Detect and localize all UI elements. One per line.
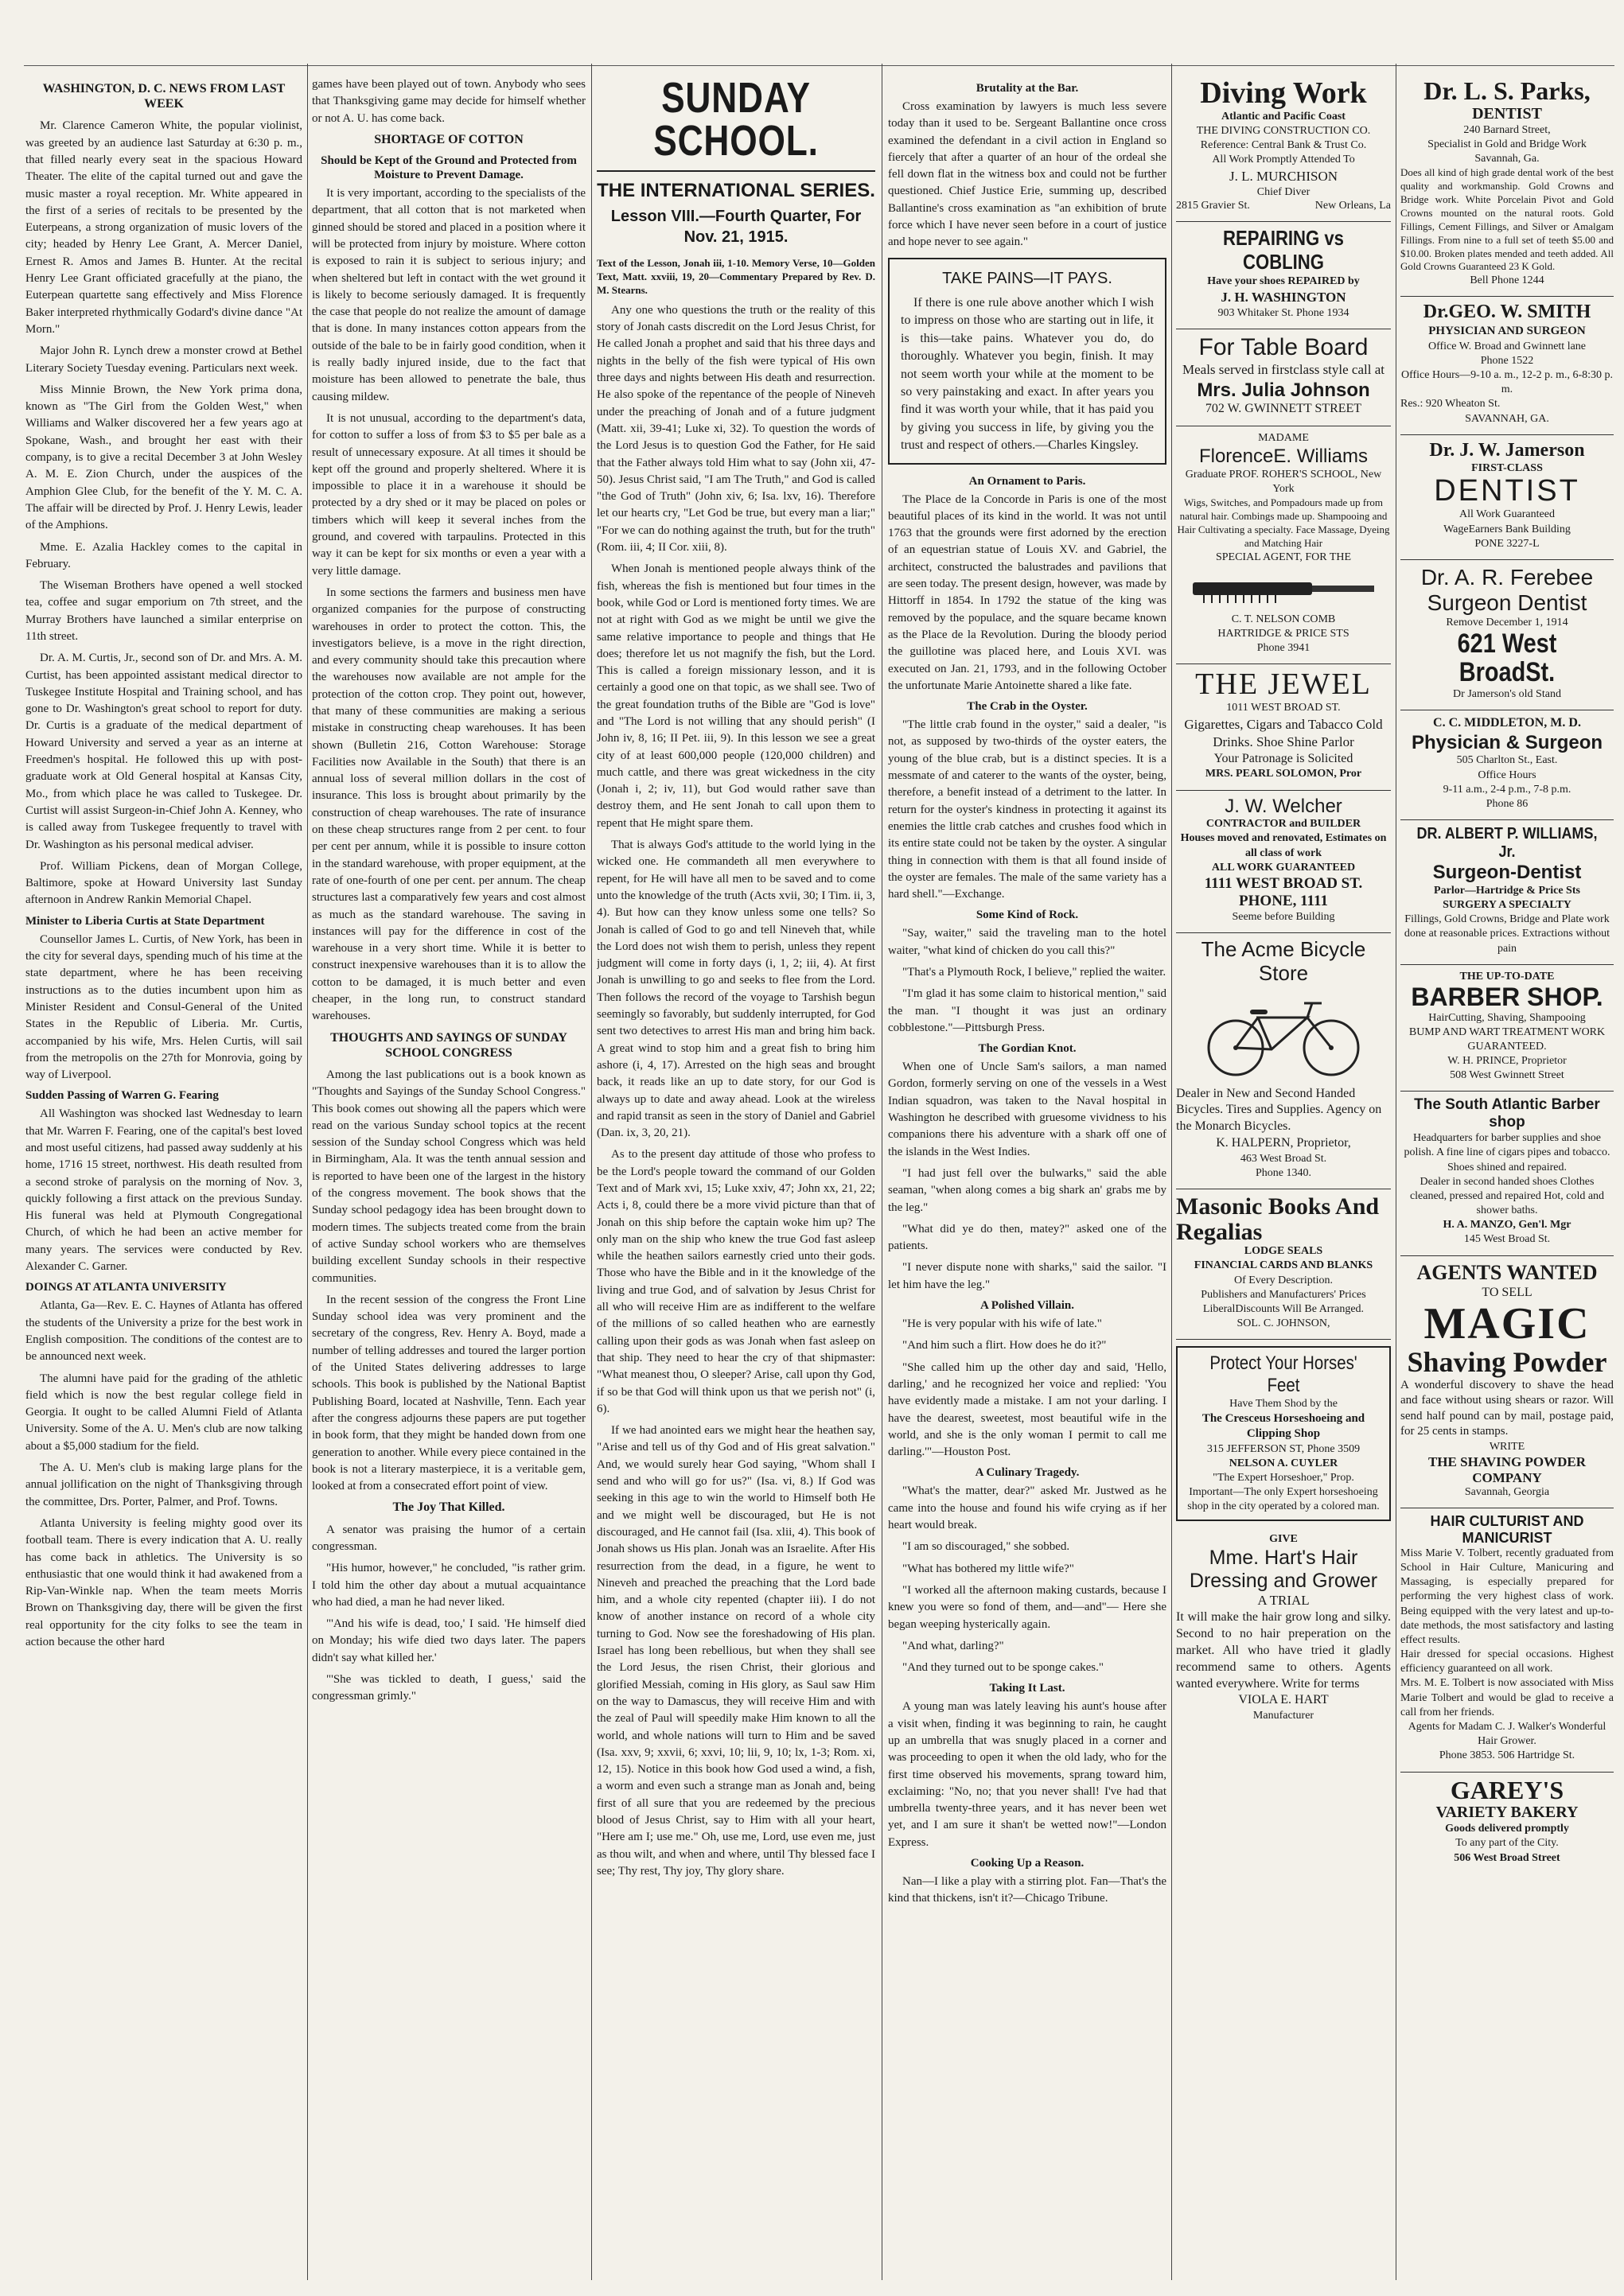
ad-text: Res.: 920 Wheaton St. [1400,398,1501,411]
ad-text: Surgeon-Dentist [1432,862,1582,884]
ad-headline: The Acme Bicycle Store [1201,936,1366,985]
ad-text: All Work Guaranteed [1459,508,1555,521]
ad-horseshoeing [1176,1346,1391,1520]
ad-gareys-bakery [1400,1773,1614,1874]
article-title: WASHINGTON, D. C. NEWS FROM LAST WEEK [42,82,286,111]
ad-acme-bicycle [1176,933,1391,1189]
paragraph: When one of Uncle Sam's sailors, a man named Gordon, formerly serving on one of the vessels in a West Indian squadron, was taken to the Naval hospital in Washington he described with gruesome vividness to his companions there his adventure with a shark off one of the islands in the West Indies. [888,1060,1166,1158]
ad-headline: For Table Board [1198,333,1369,360]
ad-dr-ferebee [1400,560,1614,710]
article-subtitle: Should be Kept of the Ground and Protected from Moisture to Prevent Damage. [321,154,577,182]
ad-text: Chief Diver [1256,185,1310,198]
ad-text: Savannah, Ga. [1474,152,1540,165]
ad-text: Office Hours—9-10 a. m., 12-2 p. m., 6-8:30 p. m. [1400,368,1614,396]
paragraph: Among the last publications out is a book known as "Thoughts and Sayings of the Sunday School Congress." This book comes out showing all the papers which were read on the various Sunday school topics at the recent session of the Sunday school Congress which was held in Birmingham, Ala. It was the tenth annual session and is reported to have been one of the largest in the history of the congress movement. The book shows that the Sunday school pedagogy idea has been brought down to modern times. The subjects treated come from the brain of active Sunday school workers who are themselves building excellent Sunday schools in their respective communities. [312,1068,586,1285]
ad-text: Mrs. Julia Johnson [1197,379,1370,401]
ad-text: Parlor—Hartridge & Price Sts [1434,884,1580,897]
ad-headline: Protect Your Horses' Feet [1209,1352,1357,1396]
ad-south-atlantic-barber [1400,1092,1614,1255]
ad-hair-williams [1176,426,1391,664]
ad-text: Dealer in New and Second Handed Bicycles. Tires and Supplies. Agency on the Monarch Bicycles. [1176,1086,1382,1134]
article-title: Sudden Passing of Warren G. Fearing [25,1089,219,1103]
paragraph: As to the present day attitude of those who profess to be the Lord's people toward the command of our Golden Text and of Mark xvi, 15; Luke xxiv, 47; John xx, 21, 22; Acts i, 8, could there be a more vivid picture than that of Jonah on this ship before the captain woke him up? The only man on the ship who knew the true God fast asleep while the heathen sailors earnestly cried unto their gods. Those who have the Bible and in it the knowledge of the living and true God, and of salvation by Jesus Christ for all who will receive Him are as indifferent to the welfare of the millions of so called heathen who are earnestly calling upon their gods as was Jonah when fast asleep on that ship. They need to hear the cry of that shipmaster: "What meanest thou, O sleeper? Arise, call upon thy God, if so be that God will think upon us that we perish not" (i, 6). [597,1148,875,1415]
article-title: A Polished Villain. [980,1299,1074,1313]
column-rule [1171,64,1172,2280]
ad-text: Dr Jamerson's old Stand [1453,687,1561,700]
ad-text: Mrs. M. E. Tolbert is now associated with Miss Marie Tolbert and would be glad to receive a call from her friends. [1400,1677,1614,1718]
ad-text: FINANCIAL CARDS AND BLANKS [1194,1259,1373,1272]
ad-the-jewel [1176,664,1391,790]
ad-table-board [1176,329,1391,426]
ad-text: K. HALPERN, Proprietor, [1216,1136,1351,1150]
ad-address: 2815 Gravier St. [1176,199,1250,212]
paragraph: "I had just fell over the bulwarks," said the able seaman, "when along comes a big shark an' grabs me by the leg." [888,1166,1166,1214]
ad-text: MADAME [1258,431,1309,444]
ad-text: Manufacturer [1252,1710,1314,1722]
paragraph: In some sections the farmers and business men have organized companies for the purpose of constructing warehouses in order to protect the cotton. This, the investigators believe, is a move in the right direction, and every community should take this precaution where the warehouses now available are not ample for the protection of the cotton crop. They point out, however, that many of these communities are making a serious mistake in constructing cheap warehouses. It has been shown (Bulletin 216, Cotton Warehouse: Storage Facilities now Available in the South) that there is an annual loss of several million dollars in the cost of insurance. This loss is brought about primarily by the construction of cheap warehouses. The rate of insurance on these cheap structures range from 2 per cent. to four per cent per annum, while it is possible to insure cotton in the standard warehouse, with proper equipment, at the rate of one-fourth of one per cent. per annum. The cheap structures last a comparatively few years and cost almost as much as the standard warehouse. The saving in instances will pay for the difference in cost of the warehouse in a very short time. While it is better to construct inexpensive warehouses than it is to allow the cotton to be damaged, it is much better and even cheaper, in the long run, to construct standard warehouses. [312,586,586,1023]
ad-text: It will make the hair grow long and silky. Second to no hair preperation on the market. All who have tried it gladly recommend same to others. Agents wanted everywhere. Write for terms [1176,1610,1391,1691]
comb-illustration [1176,571,1391,606]
paragraph: "'And his wife is dead, too,' I said. 'He himself died on Monday; his wife died two days later. The papers didn't say what killed her.' [312,1617,586,1664]
ad-dr-parks [1400,73,1614,297]
column-6-ads [1400,73,1614,2280]
ad-dr-jamerson [1400,435,1614,560]
series-heading: THE INTERNATIONAL SERIES. [597,180,875,201]
paragraph: "I am so discouraged," she sobbed. [902,1540,1070,1554]
ad-headline: THE JEWEL [1195,667,1372,702]
ad-text: 9-11 a.m., 2-4 p.m., 7-8 p.m. [1443,783,1571,796]
ad-text: Reference: Central Bank & Trust Co. [1200,139,1367,152]
ad-welcher-builder [1176,791,1391,933]
article-title: Brutality at the Bar. [976,82,1079,95]
paragraph: "'She was tickled to death, I guess,' said the congressman grimly." [312,1672,586,1703]
ad-text: Does all kind of high grade dental work of the best quality and workmanship. Gold Crowns and Bridge work. White Porcelain Pivot and Gold Crowns mounted on the natural roots. Gold Fillings, Cement Fillings, and Silver or Amalgam Fillings. From nine to a full set of teeth $5.00 and $10.00. Broken plates mended and teeth added. All Gold Crowns Guaranteed 23 K Gold. [1400,166,1614,273]
column-2 [312,76,586,2280]
paragraph: "And him such a flirt. How does he do it?" [902,1339,1107,1352]
ad-text: 1011 WEST BROAD ST. [1226,702,1341,714]
ad-headline: J. W. Welcher [1225,795,1342,817]
ad-text: FIRST-CLASS [1471,462,1543,475]
ad-text: The Cresceus Horseshoeing and Clipping Shop [1201,1411,1365,1441]
ad-text: WageEarners Bank Building [1443,523,1571,535]
paragraph: "What did ye do then, matey?" asked one of the patients. [888,1222,1166,1253]
ad-text: MAGIC [1423,1299,1591,1349]
quote-box [888,258,1166,465]
ad-text: THE DIVING CONSTRUCTION CO. [1196,125,1371,138]
paragraph: "And what, darling?" [902,1639,1004,1652]
ad-text: Office Hours [1478,769,1536,781]
paragraph: Any one who questions the truth or the reality of this story of Jonah casts discredit on the Lord Jesus Christ, for He called Jonah a prophet and said that his three days and nights in the belly of the fish were typical of His own three days and nights between His death and resurrection. He also spoke of the repentance of the people of Nineveh under the preaching of Jonah and of a future judgment (Matt. xii, 39-41; Luke xi, 32). To question the words of the Lord Jesus is to question God the Father, for He said that the Father always told Him what to say (John xii, 47-50). Jesus Christ said, "I am The Truth," and God is called "the God of Truth" (John xiv, 6; Isa. lxv, 16). Therefore let our hearts cry, "Let God be true, but every man a liar;" "For we can do nothing against the truth, but for the truth" (Rom. iii, 4; II Cor. xiii, 8). [597,303,875,555]
ad-text: 506 West Broad Street [1454,1851,1560,1864]
paragraph: The Wiseman Brothers have opened a well stocked tea, coffee and sugar emporium on 7th street, and the Murray Brothers have launched a similar enterprise on 11th street. [25,579,302,643]
divider [597,170,875,172]
ad-text: 508 West Gwinnett Street [1450,1069,1564,1082]
bicycle-illustration [1176,992,1391,1080]
paragraph: "I never dispute none with sharks," said the sailor. "I let him have the leg." [888,1261,1166,1291]
quote-title: TAKE PAINS—IT PAYS. [942,269,1112,287]
ad-hart-hair [1176,1527,1391,1732]
ad-masonic-books [1176,1189,1391,1340]
paragraph: It is very important, according to the specialists of the department, that all cotton that is not marketed when ginned should be stored and placed in a position where it will be protected from injury by moisture. Where cotton is exposed to rain it is subject to serious injury; and when sheltered but left in contact with the wet ground it is likely to become seriously damaged. It is frequently the case that people do not realize the amount of damage that is done. In many instances cotton appears from the outside of the bale to be in fairly good condition, when it is really badly injured inside, due to the fact that moisture has been allowed to penetrate the bale, thus causing mildew. [312,187,586,403]
ad-text: Specialist in Gold and Bridge Work [1427,138,1587,150]
ad-headline: GAREY'S [1450,1775,1564,1804]
paragraph: A senator was praising the humor of a certain congressman. [312,1523,586,1553]
ad-headline: Mme. Hart's Hair Dressing and Grower [1189,1546,1378,1592]
ad-shoe-repair [1176,222,1391,329]
paragraph: In the recent session of the congress the Front Line Sunday school idea was very prominent and the secretary of the congress, Rev. Henry A. Boyd, made a number of telling addresses and toured the larger portion of the United States delivering addresses to large schools. This book is published by the National Baptist Publishing Board, located at Nashville, Tenn. Each year after the congress adjourns these papers are put together in book form, that they might be handed down from one generation to another. While every piece contained in the book is not a literary masterpiece, it is a veritable gem, looked at from a consecrated effort point of view. [312,1293,586,1493]
ad-text: A wonderful discovery to shave the head and face without using shears or razor. Will send half pound can by mail, postage paid, for 25 cents in stamps. [1400,1378,1614,1438]
ad-text: Surgeon Dentist [1427,590,1587,616]
ad-dr-middleton [1400,710,1614,820]
ad-text: Agents for Madam C. J. Walker's Wonderful Hair Grower. [1408,1721,1606,1748]
article-title: The Crab in the Oyster. [967,700,1088,714]
ad-text: W. H. PRINCE, Proprietor [1447,1055,1567,1068]
ad-text: "The Expert Horseshoer," Prop. [1213,1472,1354,1485]
lesson-heading: Lesson VIII.—Fourth Quarter, For Nov. 21, 1915. [610,208,862,247]
ad-text: Shaving Powder [1407,1346,1607,1379]
ad-text: Of Every Description. [1233,1274,1334,1286]
article-title: Taking It Last. [989,1682,1065,1695]
ad-text: H. A. MANZO, Gen'l. Mgr [1443,1219,1571,1232]
ad-text: Have Them Shod by the [1229,1397,1338,1410]
ad-text: Gigarettes, Cigars and Tabacco Cold Drinks. Shoe Shine Parlor [1184,716,1383,749]
ad-headline: Dr. L. S. Parks, [1423,76,1591,105]
ad-text: Office W. Broad and Gwinnett lane [1427,340,1587,352]
top-rule [24,65,1614,66]
paragraph: "The little crab found in the oyster," said a dealer, "is not, as supposed by two-thirds of the oyster eaters, the young of the blue crab, but is a distinct species. It is a messmate of and caterer to the wants of the oyster, being, therefore, a benefit instead of a detriment to the latter. In return for the oyster's kindness in protecting it against its enemies the little crab catches and crushes food which in its entire state could not be taken by the oyster. A singular thing in connection with them is that all found inside of the oyster are females. The male of the same variety has a hard shell."—Exchange. [888,718,1166,901]
paragraph: Miss Minnie Brown, the New York prima dona, known as "The Girl from the Golden West," when Williams and Walker discovered her a few years ago at Spokane, Wash., and brought her east with their company, is to give a recital December 3 at John Wesley A. M. E. Zion Church, under the auspices of the Amphion Glee Club, for the benefit of the Y. M. C. A. The affair will be directed by Prof. J. Henry Lewis, leader of the Amphions. [25,383,302,532]
ad-dr-williams [1400,820,1614,965]
ad-text: Remove December 1, 1914 [1446,617,1568,629]
paragraph: games have been played out of town. Anybody who sees that Thanksgiving game may decide for himself whether or not A. U. has come back. [312,78,586,125]
ad-text: HairCutting, Shaving, Shampooing [1428,1011,1586,1024]
ad-headline: DR. ALBERT P. WILLIAMS, Jr. [1416,825,1598,862]
paragraph: Nan—I like a play with a stirring plot. Fan—That's the kind that thickens, isn't it?—Chicago Tribune. [888,1875,1166,1905]
ad-text: Meals served in firstclass style call at [1182,362,1384,378]
lesson-text: Text of the Lesson, Jonah iii, 1-10. Memory Verse, 10—Golden Text, Matt. xxviii, 19, 20—Commentary Prepared by Rev. D. M. Stearns. [597,257,875,296]
paragraph: "What's the matter, dear?" asked Mr. Justwed as he came into the house and found his wife crying as if her heart would break. [888,1485,1166,1532]
ad-text: 463 West Broad St. [1240,1152,1327,1165]
ad-headline: C. C. MIDDLETON, M. D. [1433,716,1581,730]
ad-text: Atlantic and Pacific Coast [1221,110,1346,123]
ad-text: GIVE [1269,1532,1298,1545]
paragraph: "I'm glad it has some claim to historical mention," said the man. "I thought it was just an ordinary cobblestone."—Pittsburgh Press. [888,987,1166,1034]
paragraph: "I worked all the afternoon making custards, because I knew you were so fond of them, and—and"— Here she began weeping hysterically again. [888,1583,1166,1631]
article-title: The Gordian Knot. [978,1042,1077,1056]
ad-text: WRITE [1489,1440,1525,1453]
paragraph: Dr. A. M. Curtis, Jr., second son of Dr. and Mrs. A. M. Curtist, has been appointed assistant medical director to Tuskegee Institute Hospital and Training school, and has gone to Dr. Washington's great school to report for duty. Dr. Curtis is a graduate of the medical department of Howard University and served a year as an interne at Freedmen's hospital. He followed this up with post-graduate work at Old General hospital at Kansas City, Mo., from which place he was called to Tuskegee. Dr. Curtist will assist Surgeon-in-Chief John A. Kenney, who is called away from Tuskegee frequently to travel with Dr. Washington as his personal medical adviser. [25,652,302,851]
ad-headline: The South Atlantic Barber shop [1414,1096,1600,1131]
paragraph: The alumni have paid for the grading of the athletic field which is now the best regular college field in Georgia. It ought to be called Alumni Field of Atlanta University. Some of the A. U. Men's club are now talking about a $5,000 stadium for the field. [25,1372,302,1453]
article-title: A Culinary Tragedy. [975,1466,1080,1480]
paragraph: That is always God's attitude to the world lying in the wicked one. He commandeth all men everywhere to repent, for He will have all men to be saved and to come unto the knowledge of the truth (Acts xvii, 30; I Tim. ii, 3, 4). But how can they know unless some one tells? So Jonah is called of God to go and tell Nineveh that, while the Lord does not wish them to perish, unless they repent judgment will come in forty days (i, 1, 2; iii, 4). At first Jonah is unwilling to go and seeks to flee from the Lord. Then follows the record of the voyage to Tarshish begun seemingly so favorably, but suddenly interrupted, for God sent two detectives to arrest His man and bring him back. A great wind to stop him and a great fish to bring him ashore (i, 4, 17). Arrested on the high seas and brought back, it reads like an up to date story, for our God is always up to date and away ahead. Look at the wireless and rapid transit as seen in the story of Daniel and Gabriel (Dan. ix, 3, 20, 21). [597,839,875,1140]
ad-headline: HAIR CULTURIST AND MANICURIST [1430,1513,1584,1547]
ad-text: To any part of the City. [1455,1837,1559,1850]
ad-text: 1111 WEST BROAD ST. [1204,875,1363,893]
column-3 [597,76,875,2280]
article-title: An Ornament to Paris. [968,474,1086,488]
ad-hair-culturist [1400,1508,1614,1772]
ad-headline: Dr. J. W. Jamerson [1429,439,1585,461]
ad-diving-work [1176,73,1391,222]
ad-text: J. H. WASHINGTON [1221,289,1346,305]
article-title: The Joy That Killed. [392,1500,505,1515]
column-4 [888,76,1166,2280]
ad-text: MRS. PEARL SOLOMON, Pror [1205,768,1362,780]
ad-city: New Orleans, La [1314,199,1391,212]
paragraph: When Jonah is mentioned people always think of the fish, whereas the fish is mentioned but four times in the book, while God or Lord is mentioned forty times. We are not at right with God as we might be until we give the same relative importance to people and things that He does; therefore let us not magnify the fish, but the Lord. This is called a foreign missionary lesson, and it is certainly a good one on that topic, as we shall see. Two of the great foundation truths of the Bible are "God is love" and "The Lord is not willing that any should perish" (I John iv, 8, 16; II Pet. iii, 9). In this lesson we see a great city of at least 600,000 people (120,000 children) and much cattle, and there was great wickedness in the city (Jonah i, 2; iv, 11), but God would rather save than destroy them, and He sent Jonah to call upon them to repent that He might spare them. [597,562,875,830]
ad-text: Phone 1340. [1256,1167,1311,1180]
paragraph: Mr. Clarence Cameron White, the popular violinist, was greeted by an audience last Saturday at 6:30 p. m., that filled nearly every seat in the spacious Howard Theater. The elite of the capital turned out and gave the music master a royal reception. Mr. White appeared in the first of a series of recitals to be presented by the Euterpeans, a strong organization of music lovers of the city; headed by Henry Lee Grant, A. Mercer Daniel, Ernest R. Amos and James B. Hunter. At the recital Henry Lee Grant officiated gracefully at the piano, the Euterpean quartette sang effectively and Miss Florence Baker interpreted rhythmically Godard's divine dance "At Morn." [25,119,302,336]
ad-text: PHONE, 1111 [1239,892,1328,909]
ad-text: 702 W. GWINNETT STREET [1205,402,1362,416]
ad-text: LiberalDiscounts Will Be Arranged. [1202,1302,1365,1315]
paragraph: The Place de la Concorde in Paris is one of the most beautiful places of its kind in the world. It was not until 1763 that the grounds were first adorned by the erection of an equestrian statue of Louis XV. and Gabriel, the architect, constructed the balustrades and pavilions that are seen today. The present design, however, was made by Hittorff in 1854. In 1792 the statue of the king was removed by the populace, and the square became known as the Place de la Revolution. During the bloody period the guillotine was placed here, and Louis XVI. was executed on Jan. 21, 1793, and in the following October the unfortunate Marie Antoinette shared a like fate. [888,492,1166,692]
ad-headline: BARBER SHOP. [1411,982,1603,1011]
ad-text: Goods delivered promptly [1445,1823,1569,1835]
ad-text: Graduate PROF. ROHER'S SCHOOL, New York [1185,468,1382,495]
paragraph: "What has bothered my little wife?" [902,1562,1074,1575]
column-5-ads [1176,73,1391,2280]
ad-text: SURGERY A SPECIALTY [1443,898,1571,911]
paragraph: "She called him up the other day and said, 'Hello, darling,' and he recognized her voice and replied: 'You have evidently made a mistake. I am not your darling. I have the dearest, sweetest, most beautiful wife in the world, and she is the only woman I permit to call me darling.'"—Houston Post. [888,1360,1166,1459]
ad-text: Fillings, Gold Crowns, Bridge and Plate work done at reasonable prices. Extractions without pain [1404,913,1610,955]
ad-text: 621 West BroadSt. [1457,628,1557,688]
ad-text: DENTIST [1434,474,1580,508]
paragraph: Cross examination by lawyers is much less severe today than it used to be. Sergeant Ballantine once cross examined the defendant in a civil action in England so fiercely that after a quarter of an hour of the ordeal she fell down flat in the witness box and could not be further questioned. Chief Justice Erie, summing up, described Ballantine's cross examination as "an exhibition of brute force which I have never seen before in a court of justice and hope never to see again." [888,100,1166,249]
ad-text: PHYSICIAN AND SURGEON [1428,325,1586,338]
ad-text: Phone 3941 [1256,642,1310,655]
ad-headline: AGENTS WANTED [1416,1260,1598,1284]
ad-text: SPECIAL AGENT, FOR THE [1215,551,1352,563]
paragraph: All Washington was shocked last Wednesday to learn that Mr. Warren F. Fearing, one of the capital's best loved and most useful citizens, had passed away suddenly at his home, 1716 15 street, northwest. His death resulted from a second stroke of paralysis on the morning of Nov. 3, quickly following a first attack on the previous Sunday. His funeral was held at Plymouth Congregational Church, of which he had been an active member for many years. The services were conducted by Rev. Alexander C. Garner. [25,1107,302,1274]
article-title: Cooking Up a Reason. [970,1857,1085,1870]
ad-text: 145 West Broad St. [1463,1233,1551,1246]
paragraph: "Say, waiter," said the traveling man to the hotel waiter, "what kind of chicken do you call this?" [888,927,1166,957]
paragraph: If we had anointed ears we might hear the heathen say, "Arise and tell us of thy God and of His great salvation." And, we would surely hear God saying, "Whom shall I send and who will go for us?" (Isa. vi, 8.) If God was seeking in this age to win the world to Himself both He and we might well be discouraged, but He is not discouraged, and He cannot fail (Isa. xlii, 4). This book of Jonah shows us His plan. Jonah was an Israelite. After His resurrection from the dead, in a figure, he went to Nineveh and preached the preaching that the Lord bade him, and a whole city repented (chapter iii). I do not know of another instance on record of a whole city turning to God. Now see the foreshadowing of His plan. Israel has long been rebellious, but when they shall see the Lord Jesus, the risen Christ, their glorious and glorified Messiah, coming in His glory, as Saul saw Him on the way to Damascus, they will receive Him and with the zeal of Paul will speedily make Him known to all the world, and whole nations will turn to Him and be saved (Isa. xxv, 9; xxvii, 6; xxvi, 10; lii, 9, 10; lx, 1-3; Rom. xi, 12, 15). Notice in this book how God used a wind, a fish, a worm and even such a strange man as Jonah and, being first of all sure that you are redeemed by the precious blood of Jesus Christ, say to Him with all your heart, "Here am I; use me." Oh, use me, Lord, use even me, just as thou wilt, and when and where, until Thy blessed face I see; Thy rest, Thy joy, Thy glory share. [597,1424,875,1878]
ad-text: HARTRIDGE & PRICE STS [1217,628,1349,640]
ad-text: VARIETY BAKERY [1435,1804,1579,1822]
column-rule [591,64,592,2280]
article-title: Minister to Liberia Curtis at State Department [25,914,265,928]
ad-text: Houses moved and renovated, Estimates on all class of work [1180,832,1387,859]
ad-text: Important—The only Expert horseshoeing shop in the city operated by a colored man. [1187,1486,1380,1513]
ad-text: Phone 86 [1486,798,1529,810]
ad-headline: REPAIRING vs COBLING [1223,225,1344,274]
ad-text: ALL WORK GUARANTEED [1211,861,1356,874]
ad-text: Bell Phone 1244 [1470,274,1544,287]
paragraph: The A. U. Men's club is making large plans for the annual jollification on the night of Thanksgiving through the committee, Drs. Porter, Palmer, and Prof. Towns. [25,1461,302,1508]
section-heading: SUNDAY SCHOOL. [653,76,819,165]
ad-headline: Diving Work [1200,76,1367,110]
paragraph: Atlanta University is feeling mighty good over its football team. There is every indication that A. U. really has come back in athletics. The University is so enthusiastic that one would think it had awakened from a Rip-Van-Winkle nap. When the team meets Morris Brown on Thanksgiving day, there will be given the first real opportunity for the city folks to see the team in action because the other hard [25,1516,302,1649]
paragraph: A young man was lately leaving his aunt's house after a visit when, finding it was beginning to rain, he caught up an umbrella that was snugly placed in a corner and was proceeding to open it when the old lady, who for the first time observed his movements, sprang toward him, exclaiming: "No, no; that you never shall! I've had that umbrella twenty-three years, and it has never been wet yet, and I am sure it shan't be wetted now!"—London Express. [888,1700,1166,1849]
ad-text: All Work Promptly Attended To [1212,154,1355,166]
ad-headline: FlorenceE. Williams [1198,446,1369,468]
ad-text: J. L. MURCHISON [1229,168,1338,184]
ad-text: 240 Barnard Street, [1463,123,1551,136]
ad-text: 315 JEFFERSON ST, Phone 3509 [1206,1442,1361,1455]
ad-text: DENTIST [1472,104,1542,123]
article-title: THOUGHTS AND SAYINGS OF SUNDAY SCHOOL CONGRESS [330,1030,567,1060]
ad-barber-shop [1400,965,1614,1092]
paragraph: "And they turned out to be sponge cakes." [902,1661,1104,1675]
ad-text: Headquarters for barber supplies and shoe polish. A fine line of cigars pipes and tobacco. Shoes shined and repaired. [1404,1132,1610,1173]
ad-text: Phone 1522 [1480,354,1534,367]
ad-text: A TRIAL [1257,1593,1310,1609]
ad-text: SOL. C. JOHNSON, [1236,1317,1330,1330]
quote-text: If there is one rule above another which I wish to impress on those who are starting out in life, it is this—take pains. Whatever you do, do thoroughly. Whatever you begin, finish. It may not seem worth your while at the moment to be so very painstaking and exact. In after years you find it was worth your while, that it has paid you by giving you success in life, by giving you the trust and respect of others.—Charles Kingsley. [901,296,1154,453]
ad-text: Miss Marie V. Tolbert, recently graduated from School in Hair Culture, Manicuring and Massaging, is especially prepared for performing the very highest class of work. Being equipped with the very latest and up-to-date methods, the most satisfactory and lasting effect results. [1400,1547,1614,1646]
paragraph: "That's a Plymouth Rock, I believe," replied the waiter. [902,966,1166,979]
ad-text: TO SELL [1482,1285,1532,1299]
article-title: SHORTAGE OF COTTON [374,132,524,146]
ad-text: THE SHAVING POWDER COMPANY [1427,1454,1587,1485]
ad-text: Hair dressed for special occasions. Highest efficiency guaranteed on all work. [1400,1648,1614,1675]
ad-text: CONTRACTOR and BUILDER [1205,818,1361,831]
paragraph: Mme. E. Azalia Hackley comes to the capital in February. [25,540,302,570]
column-rule [307,64,308,2280]
ad-text: Wigs, Switches, and Pompadours made up from natural hair. Combings made up. Shampooing and Hair Cultivating a specialty. Face Massage, Dyeing and Matching Hair [1177,496,1390,549]
ad-text: C. T. NELSON COMB [1231,613,1336,625]
paragraph: Counsellor James L. Curtis, of New York, has been in the city for several days, spending much of his time at the state department, where he has been receiving instructions as to the duties incumbent upon him as Minister Resident and Consul-General of the United States in the Republic of Liberia. Mr. Curtis, accompanied by his wife, Mrs. Helen Curtis, will sail from the metropolis on the 27th for Monrovia, going by way of Liverpool. [25,932,302,1082]
column-1 [25,76,302,2280]
ad-dr-smith [1400,297,1614,434]
paragraph: Major John R. Lynch drew a monster crowd at Bethel Literary Society Tuesday evening. Particulars next week. [25,344,302,375]
paragraph: It is not unusual, according to the department's data, for cotton to suffer a loss of from $3 to $5 per bale as a result of unnecessary exposure. At all times it should be kept off the ground and properly sheltered. Where it is impossible to place it in a warehouse it should be protected by a dry shed or it may be placed on poles or timbers which will keep it several inches from the ground, and covered with tarpaulins. Protected in this way it can be kept for six months or even a year with a very little damage. [312,411,586,578]
ad-text: SAVANNAH, GA. [1465,412,1549,425]
ad-text: Have your shoes REPAIRED by [1207,274,1360,287]
ad-text: NELSON A. CUYLER [1229,1457,1338,1469]
ad-text: Publishers and Manufacturers' Prices [1201,1288,1366,1301]
ad-text: Savannah, Georgia [1464,1486,1550,1499]
ad-text: Physician & Surgeon [1411,731,1603,753]
paragraph: Atlanta, Ga—Rev. E. C. Haynes of Atlanta has offered the students of the University a prize for the best work in English composition. The conditions of the contest are to be announced next week. [25,1299,302,1364]
paragraph: "His humor, however," he concluded, "is rather grim. I told him the other day about a mutual acquaintance who had died, a man he had never liked. [312,1562,586,1609]
article-title: DOINGS AT ATLANTA UNIVERSITY [25,1281,227,1294]
ad-headline: Dr. A. R. Ferebee [1420,564,1594,590]
ad-text: 903 Whitaker St. Phone 1934 [1217,306,1349,319]
ad-text: LODGE SEALS [1244,1245,1323,1258]
ad-text: THE UP-TO-DATE [1459,970,1555,983]
ad-text: VIOLA E. HART [1238,1693,1329,1707]
ad-text: PONE 3227-L [1474,537,1540,550]
ad-text: Your Patronage is Solicited [1213,751,1353,765]
ad-text: Dealer in second handed shoes Clothes cleaned, pressed and repaired Hot, cold and shower baths. [1409,1175,1605,1217]
ad-text: 505 Charlton St., East. [1456,754,1558,767]
article-title: Some Kind of Rock. [976,909,1079,922]
ad-text: Seeme before Building [1232,910,1335,923]
ad-headline: Dr.GEO. W. SMITH [1423,302,1591,323]
paragraph: Prof. William Pickens, dean of Morgan College, Baltimore, spoke at Howard University last Sunday afternoon in Andrew Rankin Memorial Chapel. [25,859,302,907]
ad-text: Phone 3853. 506 Hartridge St. [1439,1749,1575,1762]
ad-magic-shaving-powder [1400,1256,1614,1509]
paragraph: "He is very popular with his wife of late." [902,1317,1102,1331]
ad-text: BUMP AND WART TREATMENT WORK GUARANTEED. [1408,1025,1606,1053]
ad-headline: Masonic Books And Regalias [1176,1193,1380,1245]
